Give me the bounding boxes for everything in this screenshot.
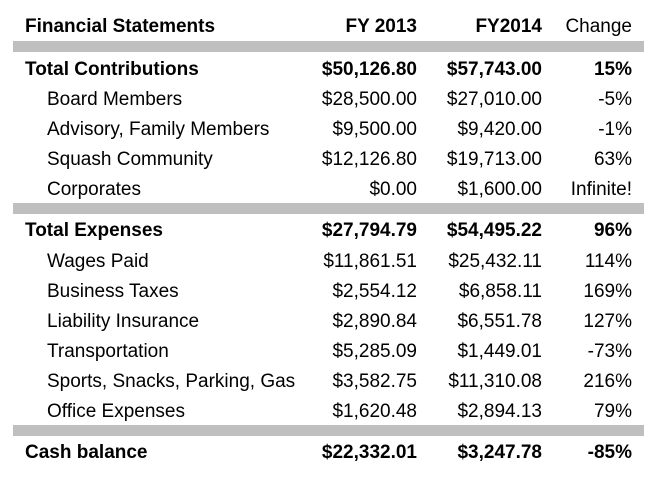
table-row (0, 175, 659, 205)
row-label: Squash Community (47, 149, 213, 170)
row-fy2014: $11,310.08 (448, 371, 542, 392)
row-label: Corporates (47, 179, 141, 200)
row-change: -85% (587, 442, 632, 463)
row-fy2013: $1,620.48 (332, 401, 417, 422)
row-fy2014: $9,420.00 (457, 119, 542, 140)
table-row (0, 277, 659, 307)
row-fy2014: $6,551.78 (457, 311, 542, 332)
row-label: Business Taxes (47, 281, 179, 302)
table-row (0, 367, 659, 397)
row-label: Total Contributions (25, 59, 199, 80)
row-label: Office Expenses (47, 401, 186, 422)
row-fy2013: $50,126.80 (321, 59, 417, 80)
row-fy2014: $25,432.11 (448, 251, 542, 272)
row-change: Infinite! (570, 179, 632, 200)
row-fy2014: $19,713.00 (446, 149, 542, 170)
row-label: Board Members (47, 89, 183, 110)
cash-balance-row (0, 438, 659, 468)
row-label: Cash balance (25, 442, 148, 463)
row-fy2014: $27,010.00 (446, 89, 542, 110)
row-label: Advisory, Family Members (47, 119, 270, 140)
table-row (0, 145, 659, 175)
total-expenses-row (0, 216, 659, 246)
table-row (0, 307, 659, 337)
header-title: Financial Statements (25, 16, 216, 37)
row-label: Total Expenses (25, 220, 163, 241)
row-fy2013: $2,554.12 (332, 281, 417, 302)
row-change: -1% (598, 119, 632, 140)
table-row (0, 397, 659, 427)
row-fy2014: $1,600.00 (457, 179, 542, 200)
row-label: Wages Paid (47, 251, 149, 272)
header-fy2013: FY 2013 (345, 16, 417, 37)
row-change: -5% (598, 89, 632, 110)
row-fy2013: $3,582.75 (332, 371, 417, 392)
separator-bar (13, 203, 644, 214)
row-fy2013: $12,126.80 (321, 149, 417, 170)
row-fy2013: $0.00 (369, 179, 417, 200)
header-change: Change (565, 16, 632, 37)
row-change: 169% (583, 281, 632, 302)
row-fy2014: $54,495.22 (446, 220, 542, 241)
row-fy2014: $6,858.11 (458, 281, 542, 302)
row-fy2013: $5,285.09 (332, 341, 417, 362)
row-label: Sports, Snacks, Parking, Gas (47, 371, 296, 392)
separator-bar (13, 425, 644, 436)
row-change: 216% (583, 371, 632, 392)
row-fy2014: $1,449.01 (457, 341, 542, 362)
row-fy2013: $22,332.01 (321, 442, 417, 463)
row-change: 114% (584, 251, 632, 272)
table-row (0, 247, 659, 277)
row-fy2013: $11,861.51 (323, 251, 417, 272)
row-fy2013: $9,500.00 (332, 119, 417, 140)
total-contributions-row (0, 55, 659, 85)
header-row (0, 12, 659, 42)
row-fy2013: $27,794.79 (321, 220, 417, 241)
row-label: Transportation (47, 341, 169, 362)
row-fy2013: $2,890.84 (332, 311, 417, 332)
row-fy2013: $28,500.00 (321, 89, 417, 110)
row-label: Liability Insurance (47, 311, 200, 332)
table-row (0, 115, 659, 145)
row-change: -73% (587, 341, 632, 362)
header-fy2014: FY2014 (475, 16, 542, 37)
separator-bar (13, 41, 644, 52)
row-change: 96% (593, 220, 632, 241)
table-row (0, 337, 659, 367)
row-fy2014: $3,247.78 (457, 442, 542, 463)
row-change: 79% (593, 401, 632, 422)
row-change: 15% (593, 59, 632, 80)
table-row (0, 85, 659, 115)
row-change: 63% (593, 149, 632, 170)
row-change: 127% (583, 311, 632, 332)
row-fy2014: $2,894.13 (457, 401, 542, 422)
row-fy2014: $57,743.00 (446, 59, 542, 80)
